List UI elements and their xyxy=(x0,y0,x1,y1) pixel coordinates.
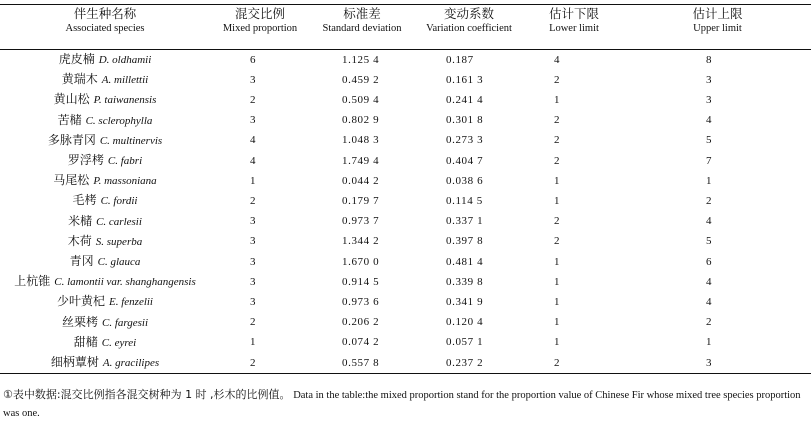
standard-deviation-cell: 0.459 2 xyxy=(342,73,380,86)
species-name-latin: C. glauca xyxy=(97,256,141,269)
species-name-latin: P. taiwanensis xyxy=(93,94,157,107)
upper-limit-cell: 8 xyxy=(706,53,712,66)
species-name-zh: 米槠 xyxy=(68,213,93,228)
table-row xyxy=(0,272,811,292)
upper-limit-cell: 4 xyxy=(706,295,712,308)
species-cell xyxy=(0,50,210,71)
lower-limit-cell: 2 xyxy=(554,73,560,86)
species-cell xyxy=(0,131,210,151)
header-label-zh: 估计下限 xyxy=(548,6,599,21)
mixed-proportion-cell: 3 xyxy=(250,73,256,86)
table-row xyxy=(0,90,811,110)
table-row xyxy=(0,191,811,211)
mixed-proportion-cell: 2 xyxy=(250,356,256,369)
species-name-latin: C. eyrei xyxy=(101,336,137,349)
variation-coefficient-cell: 0.241 4 xyxy=(446,93,484,106)
standard-deviation-cell: 0.509 4 xyxy=(342,93,380,106)
species-name-latin: C. lamontii var. shanghangensis xyxy=(54,276,196,289)
species-name-zh: 罗浮栲 xyxy=(67,153,104,168)
species-name-zh: 甜槠 xyxy=(73,334,98,349)
variation-coefficient-cell: 0.038 6 xyxy=(446,174,484,187)
species-name-latin: C. fargesii xyxy=(101,316,149,329)
standard-deviation-cell: 0.557 8 xyxy=(342,356,380,369)
header-label-en: Upper limit xyxy=(693,23,742,34)
lower-limit-cell: 1 xyxy=(554,93,560,106)
upper-limit-cell: 5 xyxy=(706,235,712,248)
standard-deviation-cell: 0.074 2 xyxy=(342,336,380,349)
standard-deviation-cell: 0.973 6 xyxy=(342,295,380,308)
species-name-header xyxy=(0,5,210,50)
lower-limit-cell: 1 xyxy=(554,295,560,308)
species-cell xyxy=(0,292,210,312)
species-name-latin: E. fenzelii xyxy=(109,296,153,309)
species-cell xyxy=(0,252,210,272)
standard-deviation-cell: 1.048 3 xyxy=(342,134,380,147)
species-name-latin: A. gracilipes xyxy=(102,357,160,370)
mixed-proportion-cell: 1 xyxy=(250,336,256,349)
variation-coefficient-header xyxy=(414,5,524,50)
mixed-proportion-cell: 4 xyxy=(250,154,256,167)
species-cell xyxy=(0,191,210,211)
header-label-en: Associated species xyxy=(65,23,145,34)
table-row xyxy=(0,151,811,171)
mixed-proportion-cell: 3 xyxy=(250,255,256,268)
species-name-latin: S. superba xyxy=(95,235,143,248)
table-row xyxy=(0,252,811,272)
variation-coefficient-cell: 0.273 3 xyxy=(446,134,484,147)
table-row xyxy=(0,313,811,333)
variation-coefficient-cell: 0.339 8 xyxy=(446,275,484,288)
table-header xyxy=(0,5,811,50)
header-label-zh: 标准差 xyxy=(343,6,381,21)
footnote-en: Data in the table:the mixed proportion stand for the proportion value of Chinese Fir whose mixed tree species proportion was one. xyxy=(3,390,801,419)
table-row xyxy=(0,50,811,71)
species-name-zh: 苦槠 xyxy=(57,112,82,127)
standard-deviation-cell: 1.344 2 xyxy=(342,235,380,248)
species-cell xyxy=(0,333,210,353)
footnote-zh: ①表中数据:混交比例指各混交树种为 1 时 ,杉木的比例值。 xyxy=(3,388,291,401)
species-name-zh: 少叶黄杞 xyxy=(56,294,105,309)
lower-limit-cell: 1 xyxy=(554,174,560,187)
species-name-zh: 木荷 xyxy=(67,233,92,248)
lower-limit-header xyxy=(524,5,624,50)
species-name-zh: 虎皮楠 xyxy=(58,52,95,66)
mixed-proportion-cell: 3 xyxy=(250,215,256,228)
species-name-zh: 毛栲 xyxy=(72,193,97,208)
species-name-zh: 多脉青冈 xyxy=(47,132,96,147)
species-name-zh: 青冈 xyxy=(69,254,94,269)
upper-limit-cell: 7 xyxy=(706,154,712,167)
species-cell xyxy=(0,171,210,191)
lower-limit-cell: 2 xyxy=(554,154,560,167)
species-cell xyxy=(0,353,210,374)
standard-deviation-cell: 1.749 4 xyxy=(342,154,380,167)
lower-limit-cell: 2 xyxy=(554,134,560,147)
species-name-zh: 黄山松 xyxy=(53,92,90,107)
mixed-proportion-cell: 3 xyxy=(250,235,256,248)
lower-limit-cell: 2 xyxy=(554,114,560,127)
upper-limit-cell: 4 xyxy=(706,215,712,228)
upper-limit-cell: 6 xyxy=(706,255,712,268)
upper-limit-cell: 3 xyxy=(706,93,712,106)
table-row xyxy=(0,353,811,374)
upper-limit-cell: 2 xyxy=(706,194,712,207)
species-name-zh: 细柄蕈树 xyxy=(50,355,99,370)
variation-coefficient-cell: 0.337 1 xyxy=(446,215,484,228)
upper-limit-cell: 2 xyxy=(706,316,712,329)
lower-limit-cell: 4 xyxy=(554,53,560,66)
species-name-latin: D. oldhamii xyxy=(98,54,152,66)
header-label-zh: 伴生种名称 xyxy=(73,6,137,21)
mixed-proportion-cell: 1 xyxy=(250,174,256,187)
lower-limit-cell: 1 xyxy=(554,316,560,329)
table-row xyxy=(0,111,811,131)
header-label-zh: 估计上限 xyxy=(692,6,743,21)
variation-coefficient-cell: 0.397 8 xyxy=(446,235,484,248)
table-row xyxy=(0,232,811,252)
variation-coefficient-cell: 0.120 4 xyxy=(446,316,484,329)
table-row xyxy=(0,333,811,353)
lower-limit-cell: 2 xyxy=(554,235,560,248)
species-cell xyxy=(0,70,210,90)
upper-limit-cell: 4 xyxy=(706,114,712,127)
header-label-zh: 混交比例 xyxy=(234,6,285,21)
variation-coefficient-cell: 0.404 7 xyxy=(446,154,484,167)
variation-coefficient-cell: 0.114 5 xyxy=(446,194,483,207)
table-row xyxy=(0,131,811,151)
species-cell xyxy=(0,272,210,292)
variation-coefficient-cell: 0.481 4 xyxy=(446,255,484,268)
standard-deviation-header xyxy=(310,5,414,50)
upper-limit-header xyxy=(624,5,811,50)
upper-limit-cell: 1 xyxy=(706,174,712,187)
table-footnote xyxy=(3,386,808,423)
standard-deviation-cell: 0.044 2 xyxy=(342,174,380,187)
species-name-zh: 丝栗栲 xyxy=(61,314,98,329)
standard-deviation-cell: 0.179 7 xyxy=(342,194,380,207)
species-name-latin: C. fabri xyxy=(107,155,143,168)
species-name-zh: 黄瑞木 xyxy=(61,72,98,87)
species-table xyxy=(0,4,811,374)
species-cell xyxy=(0,232,210,252)
species-name-latin: C. sclerophylla xyxy=(85,114,153,127)
header-label-zh: 变动系数 xyxy=(443,6,494,21)
standard-deviation-cell: 0.973 7 xyxy=(342,215,380,228)
table-row xyxy=(0,171,811,191)
variation-coefficient-cell: 0.341 9 xyxy=(446,295,484,308)
species-name-zh: 上杭锥 xyxy=(14,274,51,289)
standard-deviation-cell: 1.125 4 xyxy=(342,53,380,66)
species-cell xyxy=(0,313,210,333)
header-label-en: Mixed proportion xyxy=(222,23,298,34)
species-name-zh: 马尾松 xyxy=(53,173,90,188)
table-row xyxy=(0,212,811,232)
species-cell xyxy=(0,90,210,110)
mixed-proportion-cell: 2 xyxy=(250,316,256,329)
lower-limit-cell: 2 xyxy=(554,356,560,369)
lower-limit-cell: 1 xyxy=(554,336,560,349)
mixed-proportion-cell: 4 xyxy=(250,134,256,147)
upper-limit-cell: 4 xyxy=(706,275,712,288)
species-name-latin: C. fordii xyxy=(100,195,138,208)
standard-deviation-cell: 0.914 5 xyxy=(342,275,380,288)
variation-coefficient-cell: 0.187 xyxy=(446,53,474,66)
lower-limit-cell: 2 xyxy=(554,215,560,228)
upper-limit-cell: 1 xyxy=(706,336,712,349)
lower-limit-cell: 1 xyxy=(554,275,560,288)
mixed-proportion-cell: 3 xyxy=(250,114,256,127)
standard-deviation-cell: 0.206 2 xyxy=(342,316,380,329)
header-label-en: Standard deviation xyxy=(322,23,402,34)
species-name-latin: A. millettii xyxy=(101,74,149,87)
standard-deviation-cell: 1.670 0 xyxy=(342,255,380,268)
variation-coefficient-cell: 0.237 2 xyxy=(446,356,484,369)
table-row xyxy=(0,292,811,312)
mixed-proportion-cell: 3 xyxy=(250,275,256,288)
upper-limit-cell: 3 xyxy=(706,73,712,86)
variation-coefficient-cell: 0.161 3 xyxy=(446,73,484,86)
standard-deviation-cell: 0.802 9 xyxy=(342,114,380,127)
lower-limit-cell: 1 xyxy=(554,255,560,268)
species-name-latin: C. carlesii xyxy=(96,215,142,228)
table-body xyxy=(0,50,811,374)
variation-coefficient-cell: 0.301 8 xyxy=(446,114,484,127)
species-cell xyxy=(0,151,210,171)
species-cell xyxy=(0,111,210,131)
species-cell xyxy=(0,212,210,232)
mixed-proportion-cell: 3 xyxy=(250,295,256,308)
lower-limit-cell: 1 xyxy=(554,194,560,207)
mixed-proportion-cell: 6 xyxy=(250,53,256,66)
header-label-en: Variation coefficient xyxy=(426,23,512,34)
species-name-latin: P. massoniana xyxy=(93,175,157,188)
table-row xyxy=(0,70,811,90)
mixed-proportion-cell: 2 xyxy=(250,194,256,207)
upper-limit-cell: 3 xyxy=(706,356,712,369)
header-label-en: Lower limit xyxy=(549,23,599,34)
mixed-proportion-header xyxy=(210,5,310,50)
upper-limit-cell: 5 xyxy=(706,134,712,147)
species-name-latin: C. multinervis xyxy=(99,134,163,147)
mixed-proportion-cell: 2 xyxy=(250,93,256,106)
variation-coefficient-cell: 0.057 1 xyxy=(446,336,484,349)
